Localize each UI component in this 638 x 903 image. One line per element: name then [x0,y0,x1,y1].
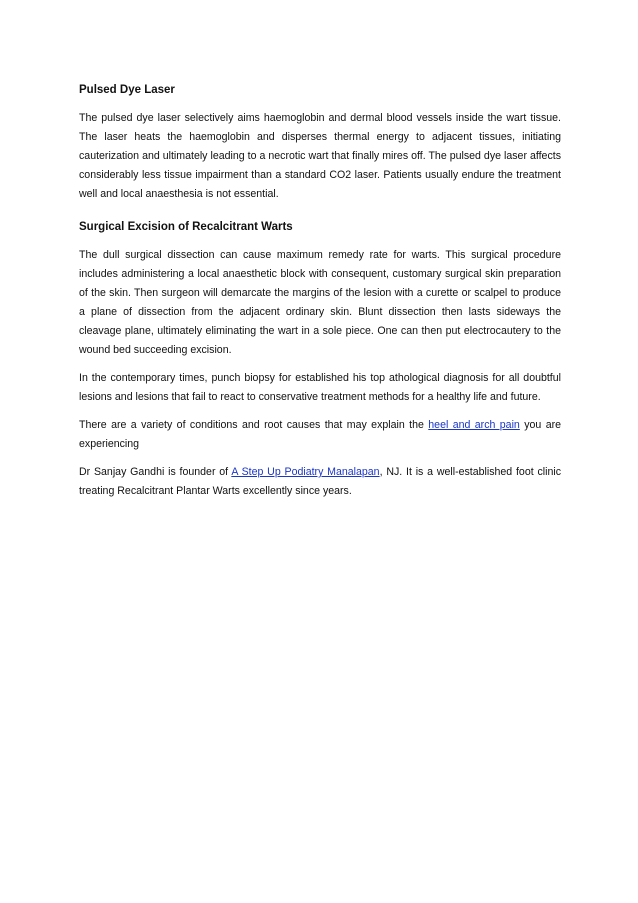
paragraph-founder [79,463,561,501]
conditions-text-after: you are experiencing [79,419,562,450]
section-heading-pulsed-dye-laser: Pulsed Dye Laser [79,84,175,96]
founder-text-before: Dr Sanjay Gandhi is founder of [79,466,232,478]
heel-and-arch-pain-link[interactable]: heel and arch pain [428,419,520,431]
section-heading-surgical-excision: Surgical Excision of Recalcitrant Warts [79,221,293,233]
a-step-up-podiatry-link[interactable]: A Step Up Podiatry Manalapan [231,466,380,478]
paragraph-surgical-excision: The dull surgical dissection can cause maximum remedy rate for warts. This surgical procedure includes administering a local anaesthetic block with consequent, customary surgical skin preparation of the skin. Then surgeon will demarcate the margins of the lesion with a curette or scalpel to produce a plane of dissection from the adjacent ordinary skin. Blunt dissection then lasts sideways the cleavage plane, ultimately eliminating the wart in a sole piece. One can then put electrocautery to the wound bed succeeding excision. [79,249,561,356]
founder-text-after: , NJ. It is a well-established foot clinic treating Recalcitrant Plantar Warts excellently since years. [79,466,561,497]
document-page [79,68,561,501]
conditions-text-before: There are a variety of conditions and root causes that may explain the [79,419,429,431]
paragraph-punch-biopsy: In the contemporary times, punch biopsy for established his top athological diagnosis for all doubtful lesions and lesions that fail to react to conservative treatment methods for a healthy life and future. [79,372,561,403]
paragraph-pulsed-dye-laser: The pulsed dye laser selectively aims haemoglobin and dermal blood vessels inside the wart tissue. The laser heats the haemoglobin and disperses thermal energy to adjacent tissues, initiating cauterization and ultimately leading to a necrotic wart that finally mires off. The pulsed dye laser affects considerably less tissue impairment than a standard CO2 laser. Patients usually endure the treatment well and local anaesthesia is not essential. [79,112,561,200]
paragraph-conditions [79,416,561,454]
